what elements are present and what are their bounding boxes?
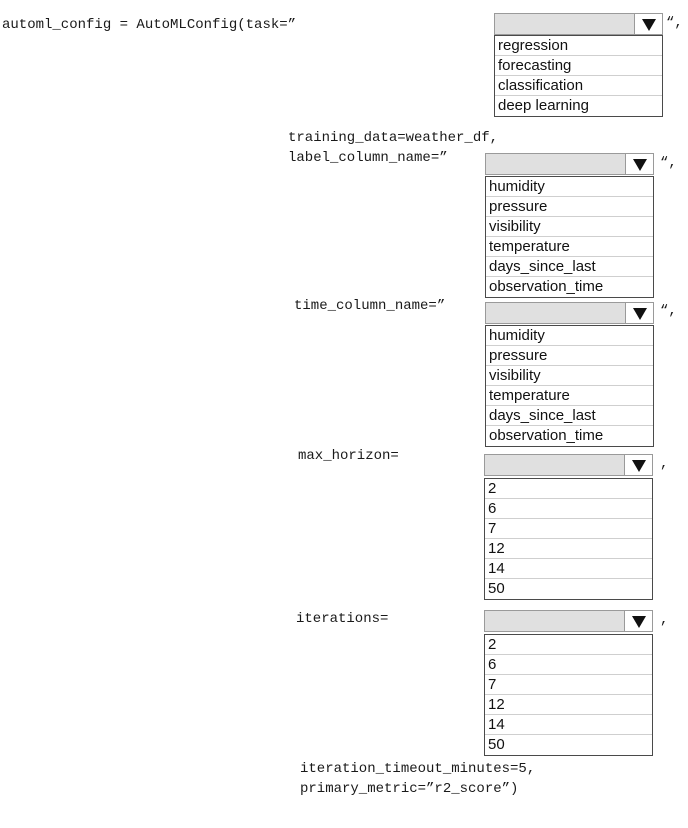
horizon-option-7[interactable]: 7 xyxy=(485,519,652,539)
iterations-option-7[interactable]: 7 xyxy=(485,675,652,695)
chevron-down-icon xyxy=(632,616,646,628)
iterations-dropdown-arrow[interactable] xyxy=(624,611,652,631)
chevron-down-icon xyxy=(642,19,656,31)
task-option-deep-learning[interactable]: deep learning xyxy=(498,97,589,114)
label-closing-quote: “, xyxy=(660,155,677,171)
task-dropdown-arrow[interactable] xyxy=(634,14,662,34)
code-line-time-column: time_column_name=” xyxy=(294,298,446,314)
time-option-pressure[interactable]: pressure xyxy=(486,346,653,366)
horizon-option-6[interactable]: 6 xyxy=(485,499,652,519)
max-horizon-options-list xyxy=(484,478,653,600)
iterations-option-14[interactable]: 14 xyxy=(485,715,652,735)
iterations-option-2[interactable]: 2 xyxy=(485,635,652,655)
code-line-iteration-timeout: iteration_timeout_minutes=5, xyxy=(300,761,536,777)
code-line-max-horizon: max_horizon= xyxy=(298,448,399,464)
label-option-visibility[interactable]: visibility xyxy=(486,217,653,237)
code-line-iterations: iterations= xyxy=(296,611,389,627)
iterations-dropdown[interactable] xyxy=(484,610,653,632)
label-column-dropdown-arrow[interactable] xyxy=(625,154,653,174)
horizon-comma: , xyxy=(660,456,669,472)
task-option-regression[interactable]: regression xyxy=(495,36,662,56)
label-column-options-list xyxy=(485,176,654,298)
time-option-humidity[interactable]: humidity xyxy=(486,326,653,346)
iterations-option-50[interactable]: 50 xyxy=(488,736,505,753)
horizon-option-14[interactable]: 14 xyxy=(485,559,652,579)
code-line-label-column: label_column_name=” xyxy=(288,150,448,166)
time-option-visibility[interactable]: visibility xyxy=(486,366,653,386)
chevron-down-icon xyxy=(633,159,647,171)
horizon-option-12[interactable]: 12 xyxy=(485,539,652,559)
code-line-training-data: training_data=weather_df, xyxy=(288,130,499,146)
chevron-down-icon xyxy=(633,308,647,320)
iterations-option-6[interactable]: 6 xyxy=(485,655,652,675)
task-option-forecasting[interactable]: forecasting xyxy=(495,56,662,76)
time-column-dropdown[interactable] xyxy=(485,302,654,324)
label-option-humidity[interactable]: humidity xyxy=(486,177,653,197)
iterations-comma: , xyxy=(660,612,669,628)
label-option-observation-time[interactable]: observation_time xyxy=(489,278,604,295)
horizon-option-50[interactable]: 50 xyxy=(488,580,505,597)
iterations-option-12[interactable]: 12 xyxy=(485,695,652,715)
time-column-dropdown-arrow[interactable] xyxy=(625,303,653,323)
time-column-options-list xyxy=(485,325,654,447)
time-closing-quote: “, xyxy=(660,303,677,319)
code-line-automl-config: automl_config = AutoMLConfig(task=” xyxy=(2,17,297,33)
task-options-list xyxy=(494,35,663,117)
label-column-dropdown[interactable] xyxy=(485,153,654,175)
label-option-pressure[interactable]: pressure xyxy=(486,197,653,217)
max-horizon-dropdown-arrow[interactable] xyxy=(624,455,652,475)
horizon-option-2[interactable]: 2 xyxy=(485,479,652,499)
task-option-classification[interactable]: classification xyxy=(495,76,662,96)
label-option-temperature[interactable]: temperature xyxy=(486,237,653,257)
code-line-primary-metric: primary_metric=”r2_score”) xyxy=(300,781,519,797)
time-option-observation-time[interactable]: observation_time xyxy=(489,427,604,444)
task-closing-quote: “, xyxy=(666,15,683,31)
time-option-days-since-last[interactable]: days_since_last xyxy=(486,406,653,426)
max-horizon-dropdown[interactable] xyxy=(484,454,653,476)
chevron-down-icon xyxy=(632,460,646,472)
time-option-temperature[interactable]: temperature xyxy=(486,386,653,406)
iterations-options-list xyxy=(484,634,653,756)
task-dropdown[interactable] xyxy=(494,13,663,35)
label-option-days-since-last[interactable]: days_since_last xyxy=(486,257,653,277)
